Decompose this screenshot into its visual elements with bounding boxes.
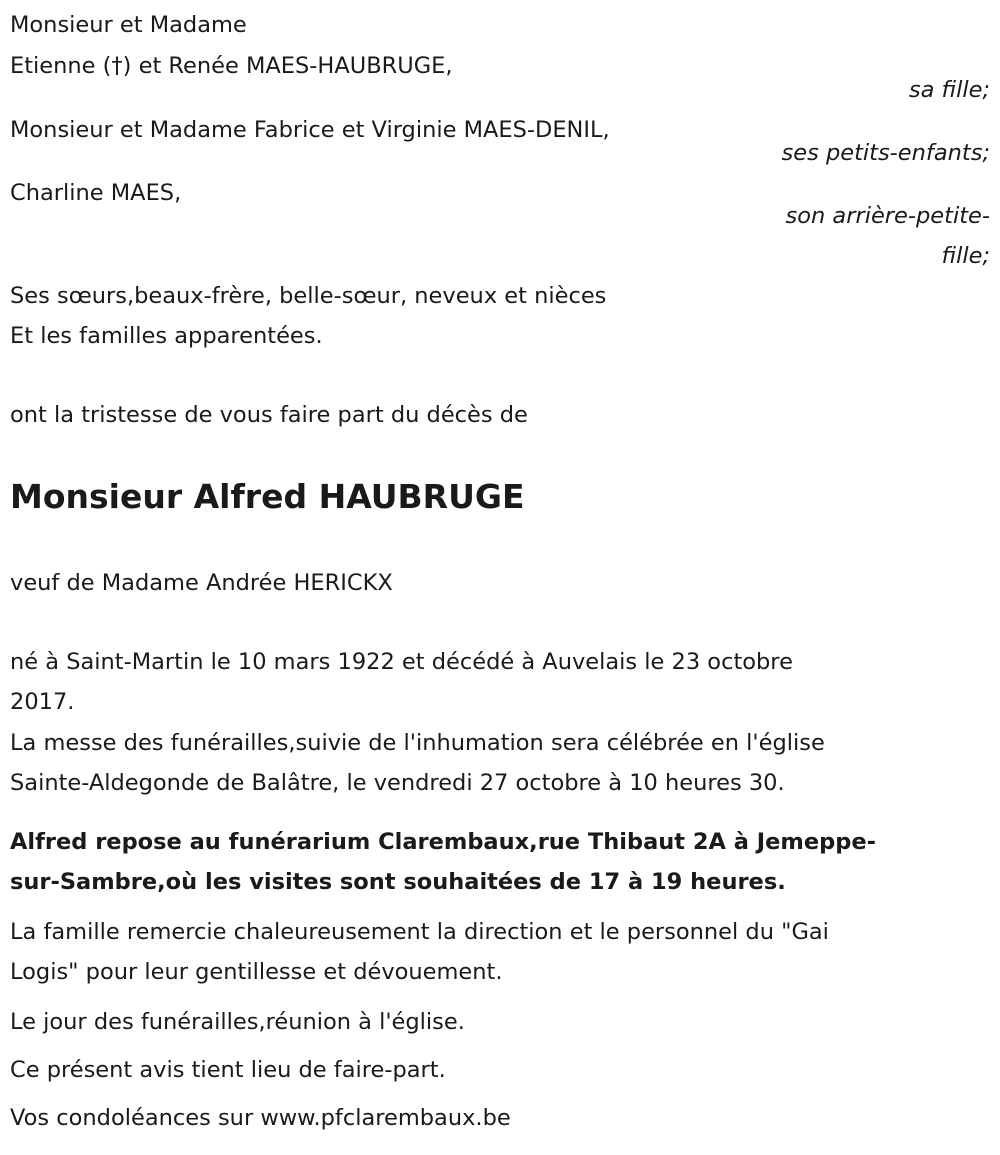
deceased-name: Monsieur Alfred HAUBRUGE (10, 477, 525, 516)
funeral-mass-text: La messe des funérailles,suivie de l'inhumation sera célébrée en l'église (10, 730, 825, 756)
condolences-text: Vos condoléances sur www.pfclarembaux.be (10, 1105, 511, 1131)
meeting-text: Le jour des funérailles,réunion à l'église. (10, 1009, 465, 1035)
family-line: Charline MAES, (10, 180, 182, 206)
relation-label: ses petits-enfants; (781, 140, 990, 166)
funeral-mass-text: Sainte-Aldegonde de Balâtre, le vendredi 27 octobre à 10 heures 30. (10, 770, 785, 796)
birth-death-text: 2017. (10, 689, 75, 715)
relation-label: sa fille; (908, 77, 990, 103)
family-line: Ses sœurs,beaux-frère, belle-sœur, neveux et nièces (10, 283, 607, 309)
visitation-text: sur-Sambre,où les visites sont souhaitées de 17 à 19 heures. (10, 869, 786, 895)
notice-text: Ce présent avis tient lieu de faire-part. (10, 1057, 446, 1083)
family-line: Monsieur et Madame (10, 12, 247, 38)
relation-label: fille; (941, 243, 990, 269)
birth-death-text: né à Saint-Martin le 10 mars 1922 et décédé à Auvelais le 23 octobre (10, 649, 793, 675)
thanks-text: Logis" pour leur gentillesse et dévouement. (10, 959, 503, 985)
family-line: Monsieur et Madame Fabrice et Virginie MAES-DENIL, (10, 117, 610, 143)
announcement: ont la tristesse de vous faire part du décès de (10, 402, 528, 428)
family-line: Et les familles apparentées. (10, 323, 323, 349)
family-line: Etienne (†) et Renée MAES-HAUBRUGE, (10, 53, 453, 79)
thanks-text: La famille remercie chaleureusement la direction et le personnel du "Gai (10, 919, 829, 945)
widower-text: veuf de Madame Andrée HERICKX (10, 570, 393, 596)
visitation-text: Alfred repose au funérarium Clarembaux,rue Thibaut 2A à Jemeppe- (10, 829, 876, 855)
relation-label: son arrière-petite- (785, 203, 990, 229)
